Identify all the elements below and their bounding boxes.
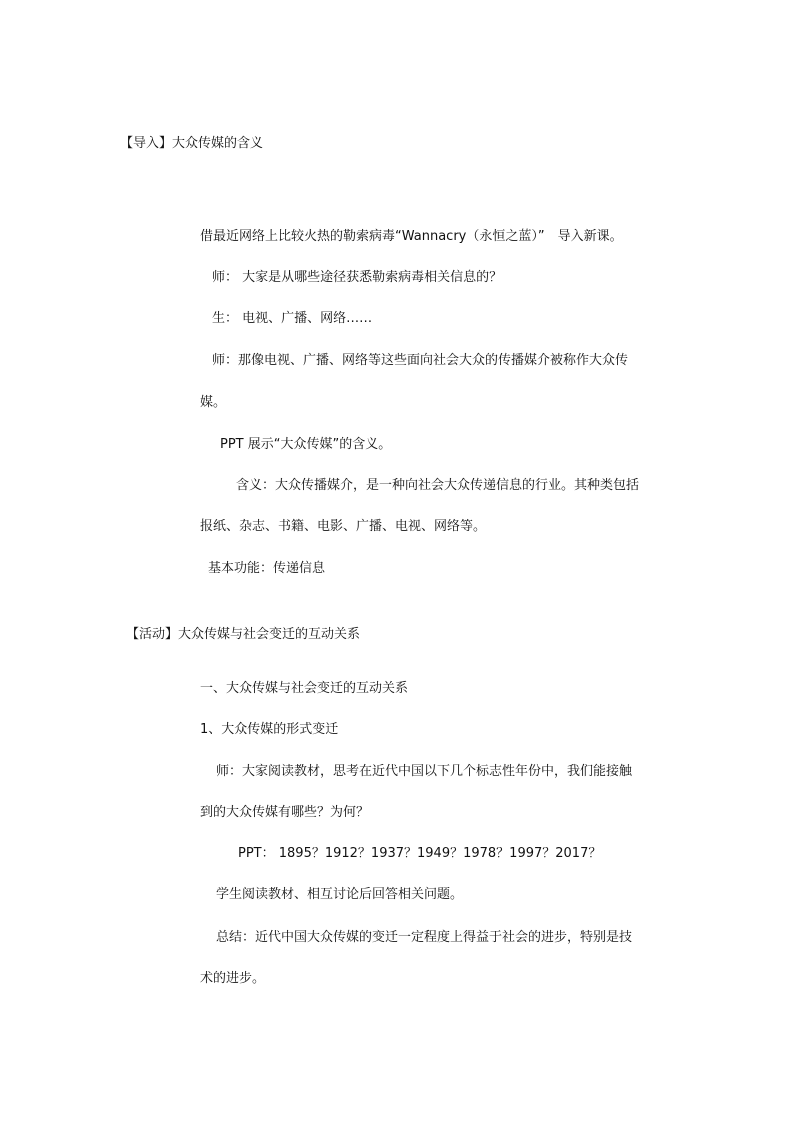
subsection-item: 1、大众传媒的形式变迁: [200, 722, 339, 737]
teacher-prompt-cont: 到的大众传媒有哪些？为何？: [200, 805, 370, 820]
definition-cont: 报纸、杂志、书籍、电影、广播、电视、网络等。: [200, 519, 487, 534]
teacher-question: 师： 大家是从哪些途径获悉勒索病毒相关信息的？: [212, 270, 503, 285]
ppt-display: PPT 展示“大众传媒”的含义。: [220, 437, 392, 452]
teacher-prompt: 师：大家阅读教材，思考在近代中国以下几个标志性年份中，我们能接触: [216, 764, 633, 779]
summary-cont: 术的进步。: [200, 971, 266, 986]
ppt-years: PPT： 1895？1912？1937？1949？1978？1997？2017？: [238, 846, 602, 861]
teacher-explanation: 师：那像电视、广播、网络等这些面向社会大众的传播媒介被称作大众传: [212, 353, 629, 368]
intro-heading: 【导入】大众传媒的含义: [120, 136, 264, 151]
student-activity: 学生阅读教材、相互讨论后回答相关问题。: [216, 887, 464, 902]
intro-paragraph: 借最近网络上比较火热的勒索病毒“Wannacry（永恒之蓝）” 导入新课。: [200, 229, 623, 244]
student-answer: 生： 电视、广播、网络……: [212, 311, 373, 326]
activity-heading: 【活动】大众传媒与社会变迁的互动关系: [126, 627, 361, 642]
subsection-title: 一、大众传媒与社会变迁的互动关系: [200, 681, 409, 696]
definition: 含义：大众传播媒介，是一种向社会大众传递信息的行业。其种类包括: [236, 478, 640, 493]
summary: 总结：近代中国大众传媒的变迁一定程度上得益于社会的进步，特别是技: [216, 930, 633, 945]
teacher-explanation-cont: 媒。: [200, 395, 227, 410]
basic-function: 基本功能：传递信息: [208, 561, 326, 576]
